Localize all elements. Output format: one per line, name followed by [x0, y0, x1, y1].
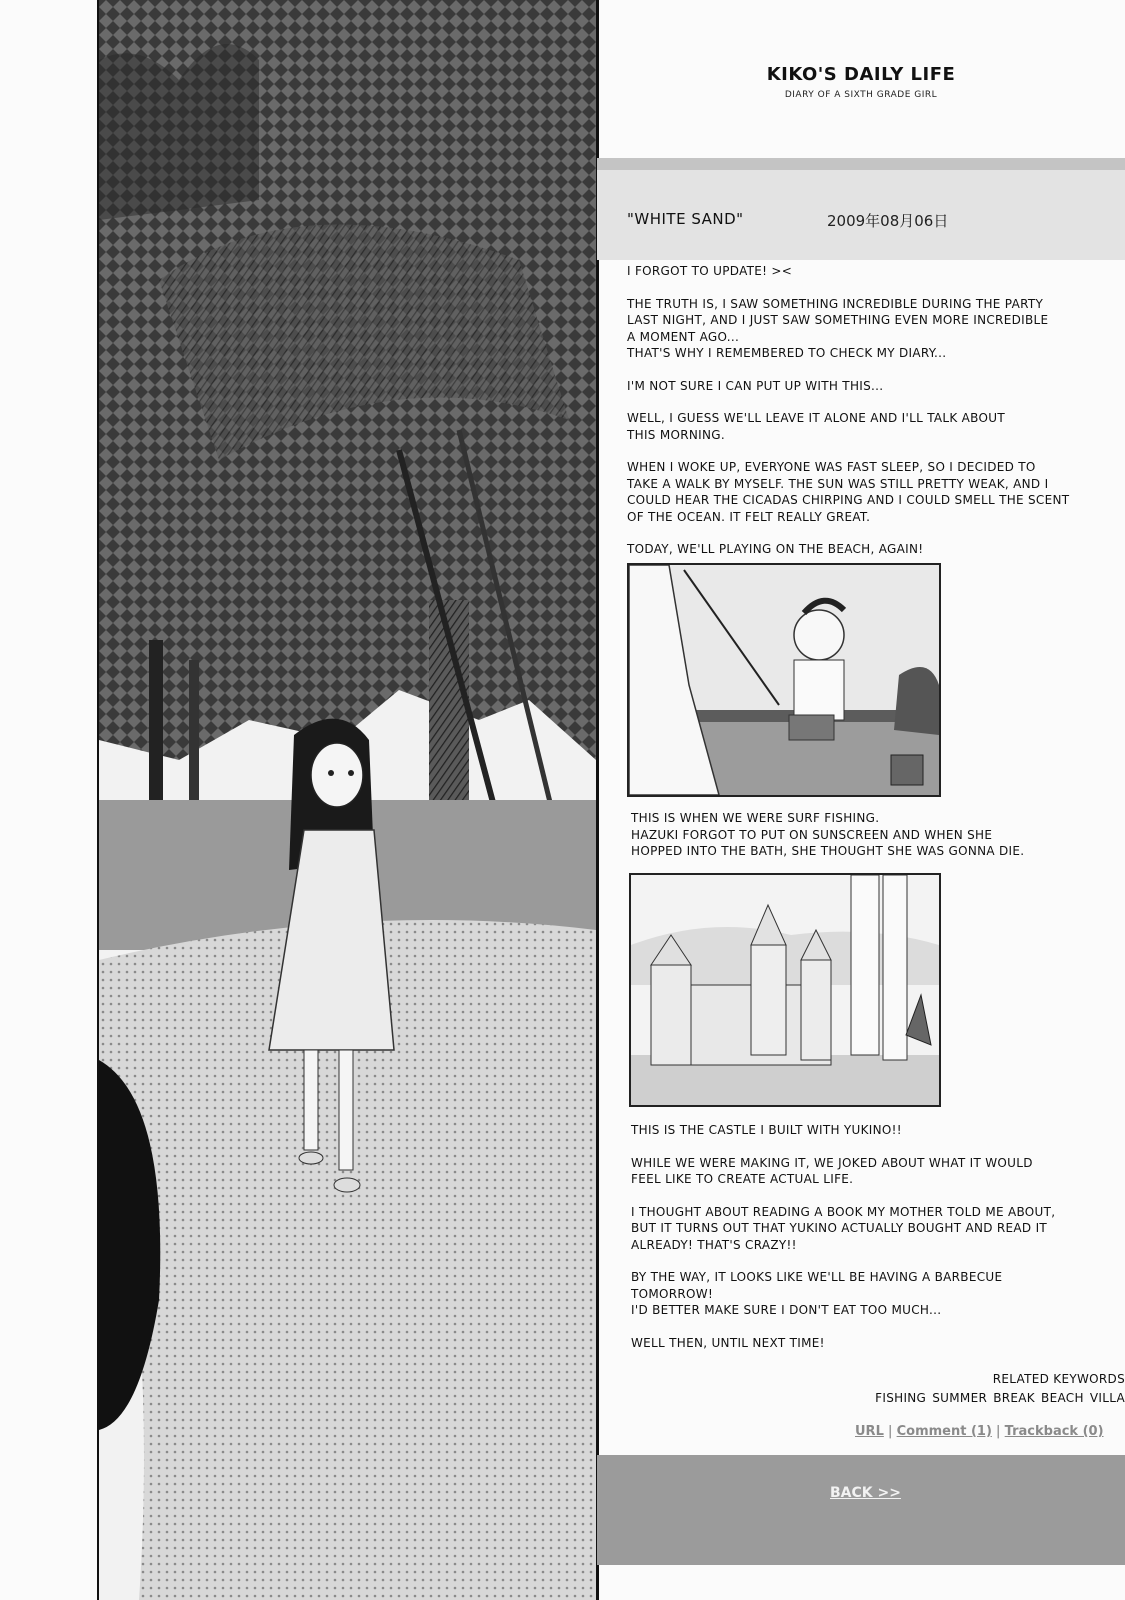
comment-link[interactable]: Comment (1) [896, 1424, 992, 1439]
entry-header [597, 158, 1125, 260]
paragraph: WHEN I WOKE UP, EVERYONE WAS FAST SLEEP, SO I DECIDED TO TAKE A WALK BY MYSELF. THE SUN WAS STILL PRETTY WEAK, AND I COULD HEAR THE CICADAS CHIRPING AND I COULD SMELL THE SCENT OF THE OCEAN. IT FELT REALLY GREAT. [627, 460, 1070, 524]
separator: | [887, 1424, 893, 1439]
paragraph: BY THE WAY, IT LOOKS LIKE WE'LL BE HAVING A BARBECUE TOMORROW! I'D BETTER MAKE SURE I DON'T EAT TOO MUCH... [631, 1270, 1003, 1317]
caption-text: THIS IS WHEN WE WERE SURF FISHING. HAZUKI FORGOT TO PUT ON SUNSCREEN AND WHEN SHE HOPPED INTO THE BATH, SHE THOUGHT SHE WAS GONNA DIE. [631, 811, 1025, 858]
footer-band [597, 1455, 1125, 1565]
manga-illustration [97, 0, 599, 1600]
keywords-list[interactable]: FISHING SUMMER BREAK BEACH VILLA [875, 1391, 1125, 1405]
entry-footer-links [855, 1424, 1125, 1439]
entry-body-continued [631, 1122, 1101, 1367]
blog-page [597, 0, 1125, 1600]
entry-body [627, 263, 1107, 574]
paragraph: THE TRUTH IS, I SAW SOMETHING INCREDIBLE DURING THE PARTY LAST NIGHT, AND I JUST SAW SOMETHING EVEN MORE INCREDIBLE A MOMENT AGO... THAT'S WHY I REMEMBERED TO CHECK MY DIARY... [627, 296, 1049, 360]
back-link[interactable]: BACK >> [830, 1485, 901, 1501]
paragraph: I THOUGHT ABOUT READING A BOOK MY MOTHER TOLD ME ABOUT, BUT IT TURNS OUT THAT YUKINO ACTUALLY BOUGHT AND READ IT ALREADY! THAT'S CRAZY!! [631, 1204, 1056, 1252]
paragraph: WELL, I GUESS WE'LL LEAVE IT ALONE AND I'LL TALK ABOUT THIS MORNING. [627, 411, 1005, 442]
photo-surf-fishing[interactable] [627, 563, 941, 797]
paragraph: I'M NOT SURE I CAN PUT UP WITH THIS... [627, 378, 884, 393]
photo-caption [631, 810, 1101, 876]
trackback-link[interactable]: Trackback (0) [1004, 1424, 1104, 1439]
entry-date: 2009年08月06日 [827, 212, 949, 230]
url-link[interactable]: URL [855, 1424, 884, 1439]
paragraph: WHILE WE WERE MAKING IT, WE JOKED ABOUT WHAT IT WOULD FEEL LIKE TO CREATE ACTUAL LIFE. [631, 1155, 1033, 1186]
keywords-label: RELATED KEYWORDS [992, 1372, 1125, 1386]
paragraph: THIS IS THE CASTLE I BUILT WITH YUKINO!! [631, 1123, 902, 1137]
paragraph: WELL THEN, UNTIL NEXT TIME! [631, 1335, 825, 1350]
entry-title: "WHITE SAND" [627, 210, 744, 228]
paragraph: TODAY, WE'LL PLAYING ON THE BEACH, AGAIN! [627, 542, 924, 556]
blog-title: KIKO'S DAILY LIFE [766, 64, 956, 85]
separator: | [995, 1424, 1001, 1439]
blog-subtitle: DIARY OF A SIXTH GRADE GIRL [784, 90, 938, 100]
paragraph: I FORGOT TO UPDATE! >< [627, 264, 793, 278]
photo-sand-castle[interactable] [629, 873, 941, 1107]
